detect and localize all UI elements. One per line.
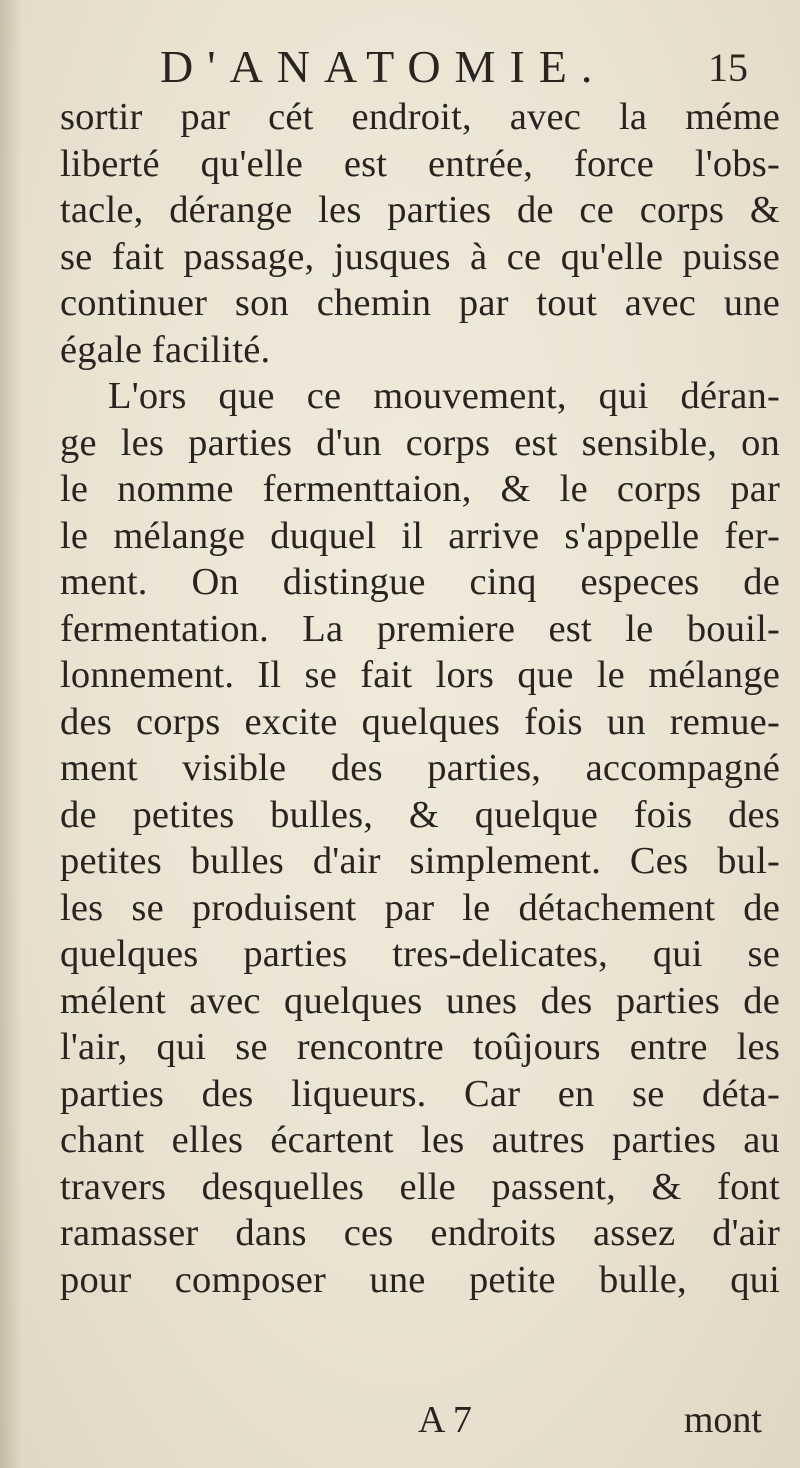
text-line: L'ors que ce mouvement, qui déran-	[108, 375, 780, 417]
text-line: le mélange duquel il arrive s'appelle fer-	[60, 514, 780, 557]
text-line: ment. On distingue cinq especes de	[60, 561, 780, 603]
catchword: mont	[683, 1399, 762, 1441]
text-line: parties des liqueurs. Car en se déta-	[60, 1072, 780, 1115]
text-line: tacle, dérange les parties de ce corps &	[60, 189, 780, 231]
text-line: se fait passage, jusques à ce qu'elle puisse	[60, 235, 780, 278]
text-line: mélent avec quelques unes des parties de	[60, 979, 780, 1022]
text-line: pour composer une petite bulle, qui	[60, 1258, 780, 1301]
text-line: ment visible des parties, accompagné	[60, 747, 780, 789]
text-line: les se produisent par le détachement de	[60, 886, 780, 929]
page-number: 15	[708, 45, 748, 90]
text-line: sortir par cét endroit, avec la méme	[60, 96, 780, 138]
text-line: travers desquelles elle passent, & font	[60, 1165, 780, 1208]
text-line: fermentation. La premiere est le bouil-	[60, 607, 780, 650]
text-line: continuer son chemin par tout avec une	[60, 282, 780, 324]
text-line: égale facilité.	[60, 328, 271, 371]
text-line: ge les parties d'un corps est sensible, on	[60, 421, 780, 464]
text-line: chant elles écartent les autres parties au	[60, 1119, 780, 1161]
page-footer	[60, 1398, 780, 1444]
text-line: petites bulles d'air simplement. Ces bul-	[60, 840, 780, 882]
text-line: des corps excite quelques fois un remue-	[60, 700, 780, 743]
text-line: le nomme fermenttaion, & le corps par	[60, 468, 780, 510]
text-line: quelques parties tres-delicates, qui se	[60, 933, 780, 975]
text-line: ramasser dans ces endroits assez d'air	[60, 1212, 780, 1254]
body-text	[60, 94, 780, 1303]
text-line: lonnement. Il se fait lors que le mélange	[60, 654, 780, 696]
text-line: de petites bulles, & quelque fois des	[60, 793, 780, 836]
running-head: D'ANATOMIE.	[160, 41, 607, 92]
text-line: liberté qu'elle est entrée, force l'obs-	[60, 142, 780, 185]
signature-mark: A 7	[418, 1399, 472, 1441]
text-line: l'air, qui se rencontre toûjours entre les	[60, 1026, 780, 1068]
